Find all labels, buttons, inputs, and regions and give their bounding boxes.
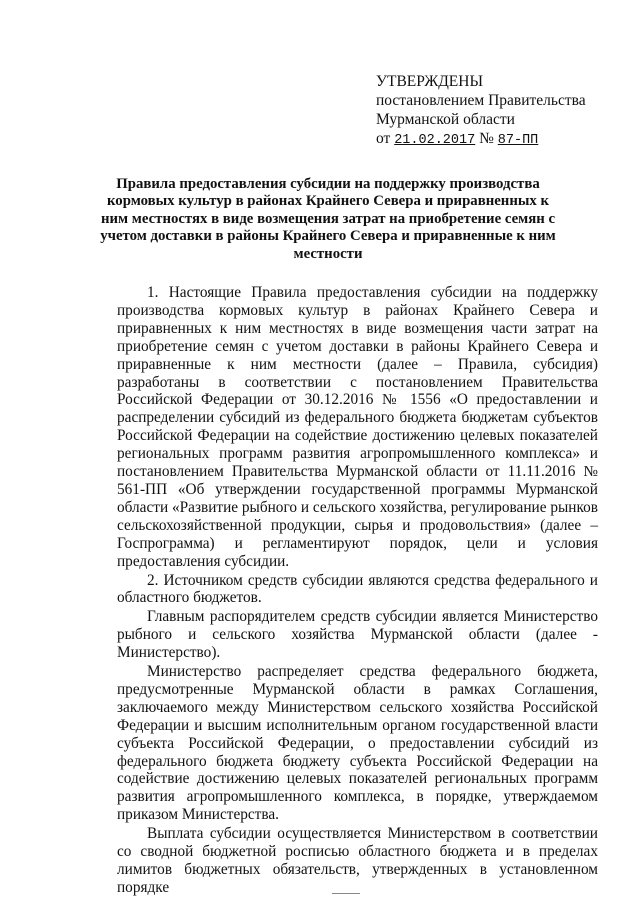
paragraph-2: 2. Источником средств субсидии являются средства федерального и областного бюджетов. — [117, 571, 598, 607]
paragraph-1: 1. Настоящие Правила предоставления субсидии на поддержку производства кормовых культур в районах Крайнего Севера и приравненных к ним местностях в виде возмещения части затрат на приобретение семян с учетом доставки в районы Крайнего Севера и приравненные к ним местности (далее – Правила, субсидия) разработаны в соответствии с постановлением Правительства Российской Федерации от 30.12.2016 № 1556 «О предоставлении и распределении субсидий из федерального бюджета бюджетам субъектов Российской Федерации на содействие достижению целевых показателей региональных программ развития агропромышленного комплекса» и постановлением Правительства Мурманской области от 11.11.2016 № 561-ПП «Об утверждении государственной программы Мурманской области «Развитие рыбного и сельского хозяйства, регулирование рынков сельскохозяйственной продукции, сырья и продовольствия» (далее – Госпрограмма) и регламентируют порядок, цели и условия предоставления субсидии. — [117, 284, 598, 570]
paragraph-5: Выплата субсидии осуществляется Министерством в соответствии со сводной бюджетной росписью областного бюджета и в пределах лимитов бюджетных обязательств, утвержденных в установленном порядке — [117, 825, 598, 896]
page-footer-divider — [332, 893, 360, 894]
paragraph-3: Главным распорядителем средств субсидии является Министерство рыбного и сельского хозяйства Мурманской области (далее - Министерство). — [117, 608, 598, 662]
approval-issuer: постановлением Правительства — [376, 92, 586, 109]
approval-date: 21.02.2017 — [394, 133, 476, 148]
approval-stamp — [376, 72, 586, 150]
approval-region: Мурманской области — [376, 111, 515, 128]
approval-number: 87-ПП — [497, 133, 539, 148]
paragraph-4: Министерство распределяет средства федерального бюджета, предусмотренные Мурманской области в рамках Соглашения, заключаемого между Министерством сельского хозяйства Российской Федерации и высшим исполнительным органом государственной власти субъекта Российской Федерации, о предоставлении субсидий из федерального бюджета бюджету субъекта Российской Федерации на содействие достижению целевых показателей региональных программ развития агропромышленного комплекса, в порядке, утверждаемом приказом Министерства. — [117, 663, 598, 824]
document-title: Правила предоставления субсидии на поддержку производства кормовых культур в районах Крайнего Севера и приравненных к ним местностях в виде возмещения затрат на приобретение семян с учетом доставки в районы Крайнего Севера и приравненные к ним местности — [100, 176, 556, 262]
from-label: от — [376, 130, 391, 147]
number-label: № — [479, 130, 494, 147]
approval-date-number — [376, 129, 586, 150]
document-body — [117, 284, 598, 897]
approval-heading: УТВЕРЖДЕНЫ — [376, 73, 483, 90]
